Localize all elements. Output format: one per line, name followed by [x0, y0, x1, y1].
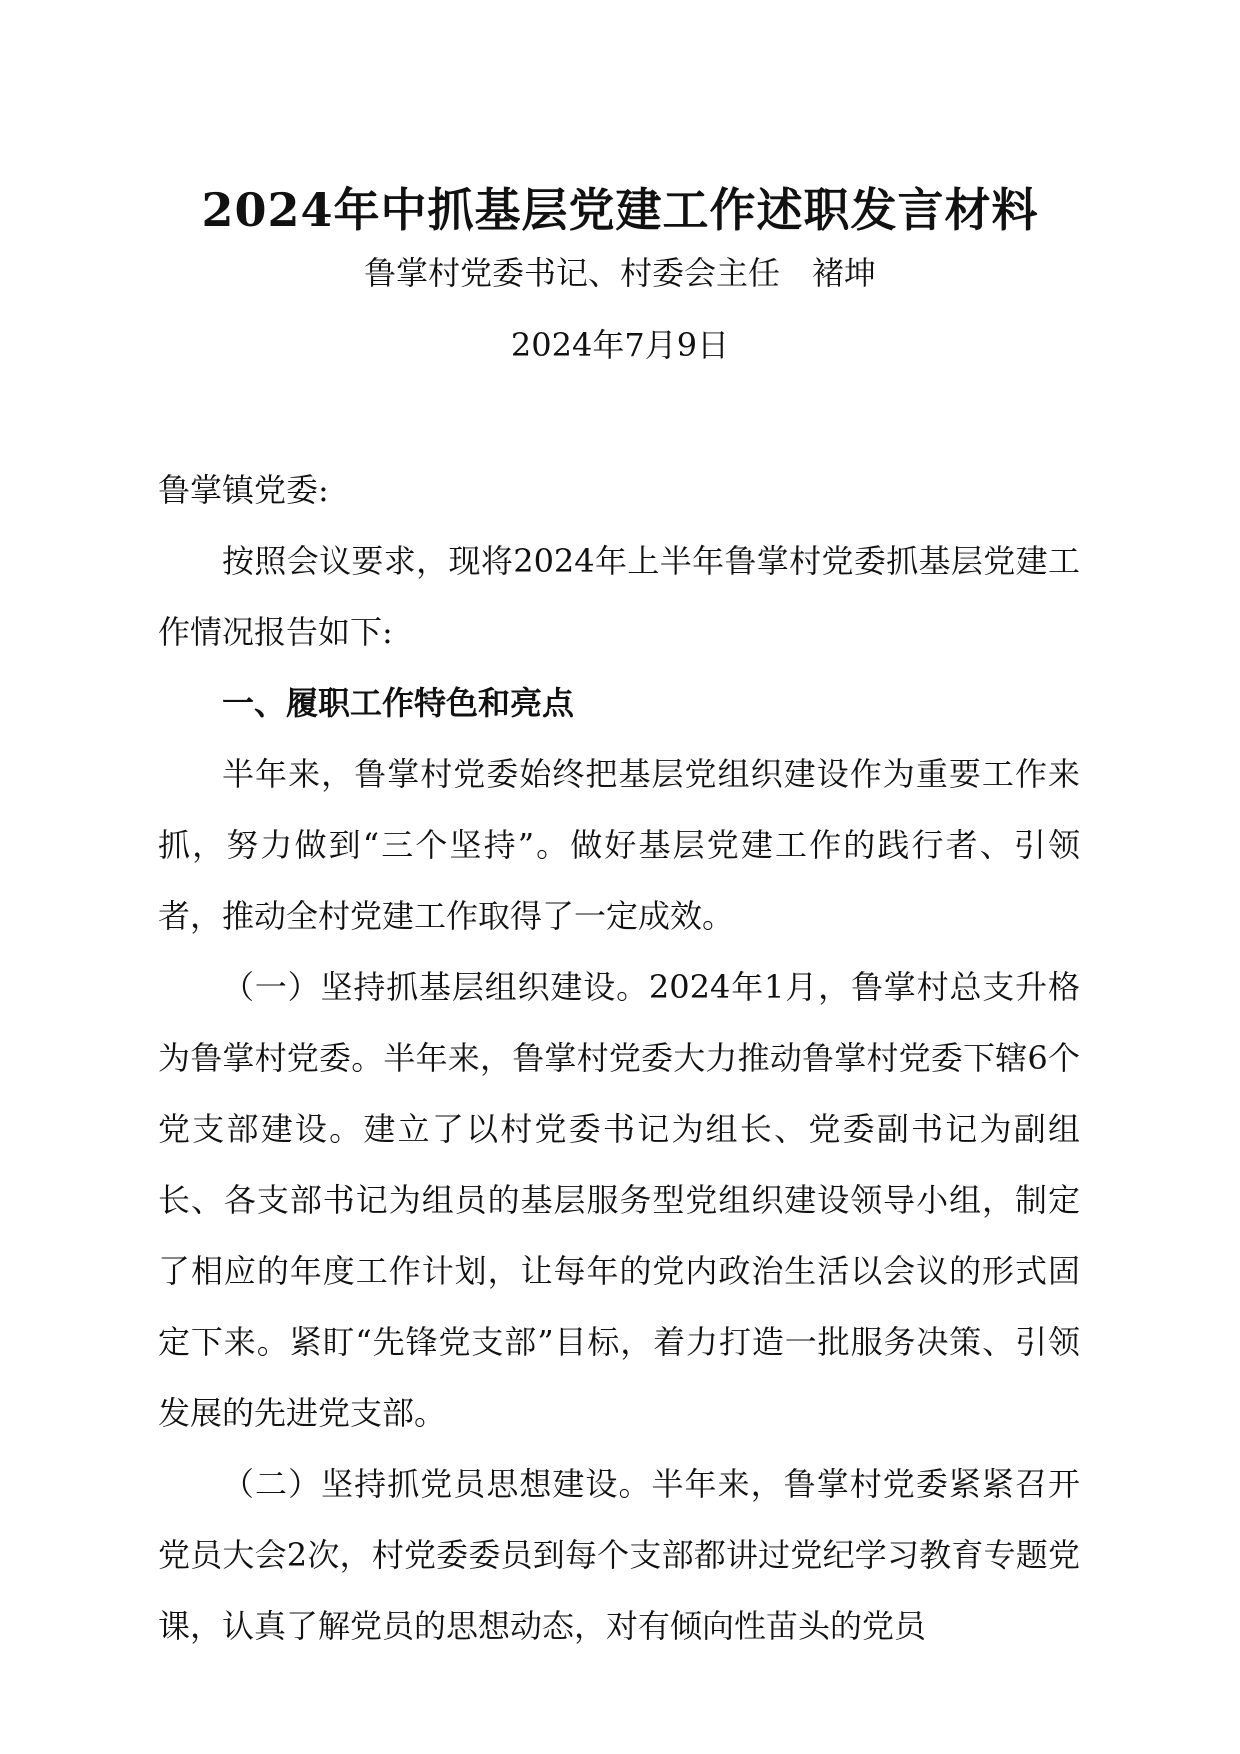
author-byline: 鲁掌村党委书记、村委会主任 褚坤 [363, 254, 876, 292]
body-paragraph: 半年来，鲁掌村党委始终把基层党组织建设作为重要工作来抓，努力做到“三个坚持”。做好基层党建工作的践行者、引领者，推动全村党建工作取得了一定成效。 [158, 755, 1080, 935]
section-heading: 一、履职工作特色和亮点 [222, 684, 575, 722]
document-date: 2024年7月9日 [510, 326, 730, 364]
salutation: 鲁掌镇党委: [158, 471, 329, 509]
document-body [158, 455, 1080, 1662]
document-title: 2024年中抓基层党建工作述职发言材料 [201, 183, 1039, 237]
intro-paragraph: 按照会议要求，现将2024年上半年鲁掌村党委抓基层党建工作情况报告如下: [158, 542, 1080, 651]
body-paragraph: （一）坚持抓基层组织建设。2024年1月，鲁掌村总支升格为鲁掌村党委。半年来，鲁掌村党委大力推动鲁掌村党委下辖6个党支部建设。建立了以村党委书记为组长、党委副书记为副组长、各支部书记为组员的基层服务型党组织建设领导小组，制定了相应的年度工作计划，让每年的党内政治生活以会议的形式固定下来。紧盯“先锋党支部”目标，着力打造一批服务决策、引领发展的先进党支部。 [158, 968, 1080, 1432]
body-paragraph: （二）坚持抓党员思想建设。半年来，鲁掌村党委紧紧召开党员大会2次，村党委委员到每个支部都讲过党纪学习教育专题党课，认真了解党员的思想动态，对有倾向性苗头的党员 [158, 1465, 1080, 1645]
